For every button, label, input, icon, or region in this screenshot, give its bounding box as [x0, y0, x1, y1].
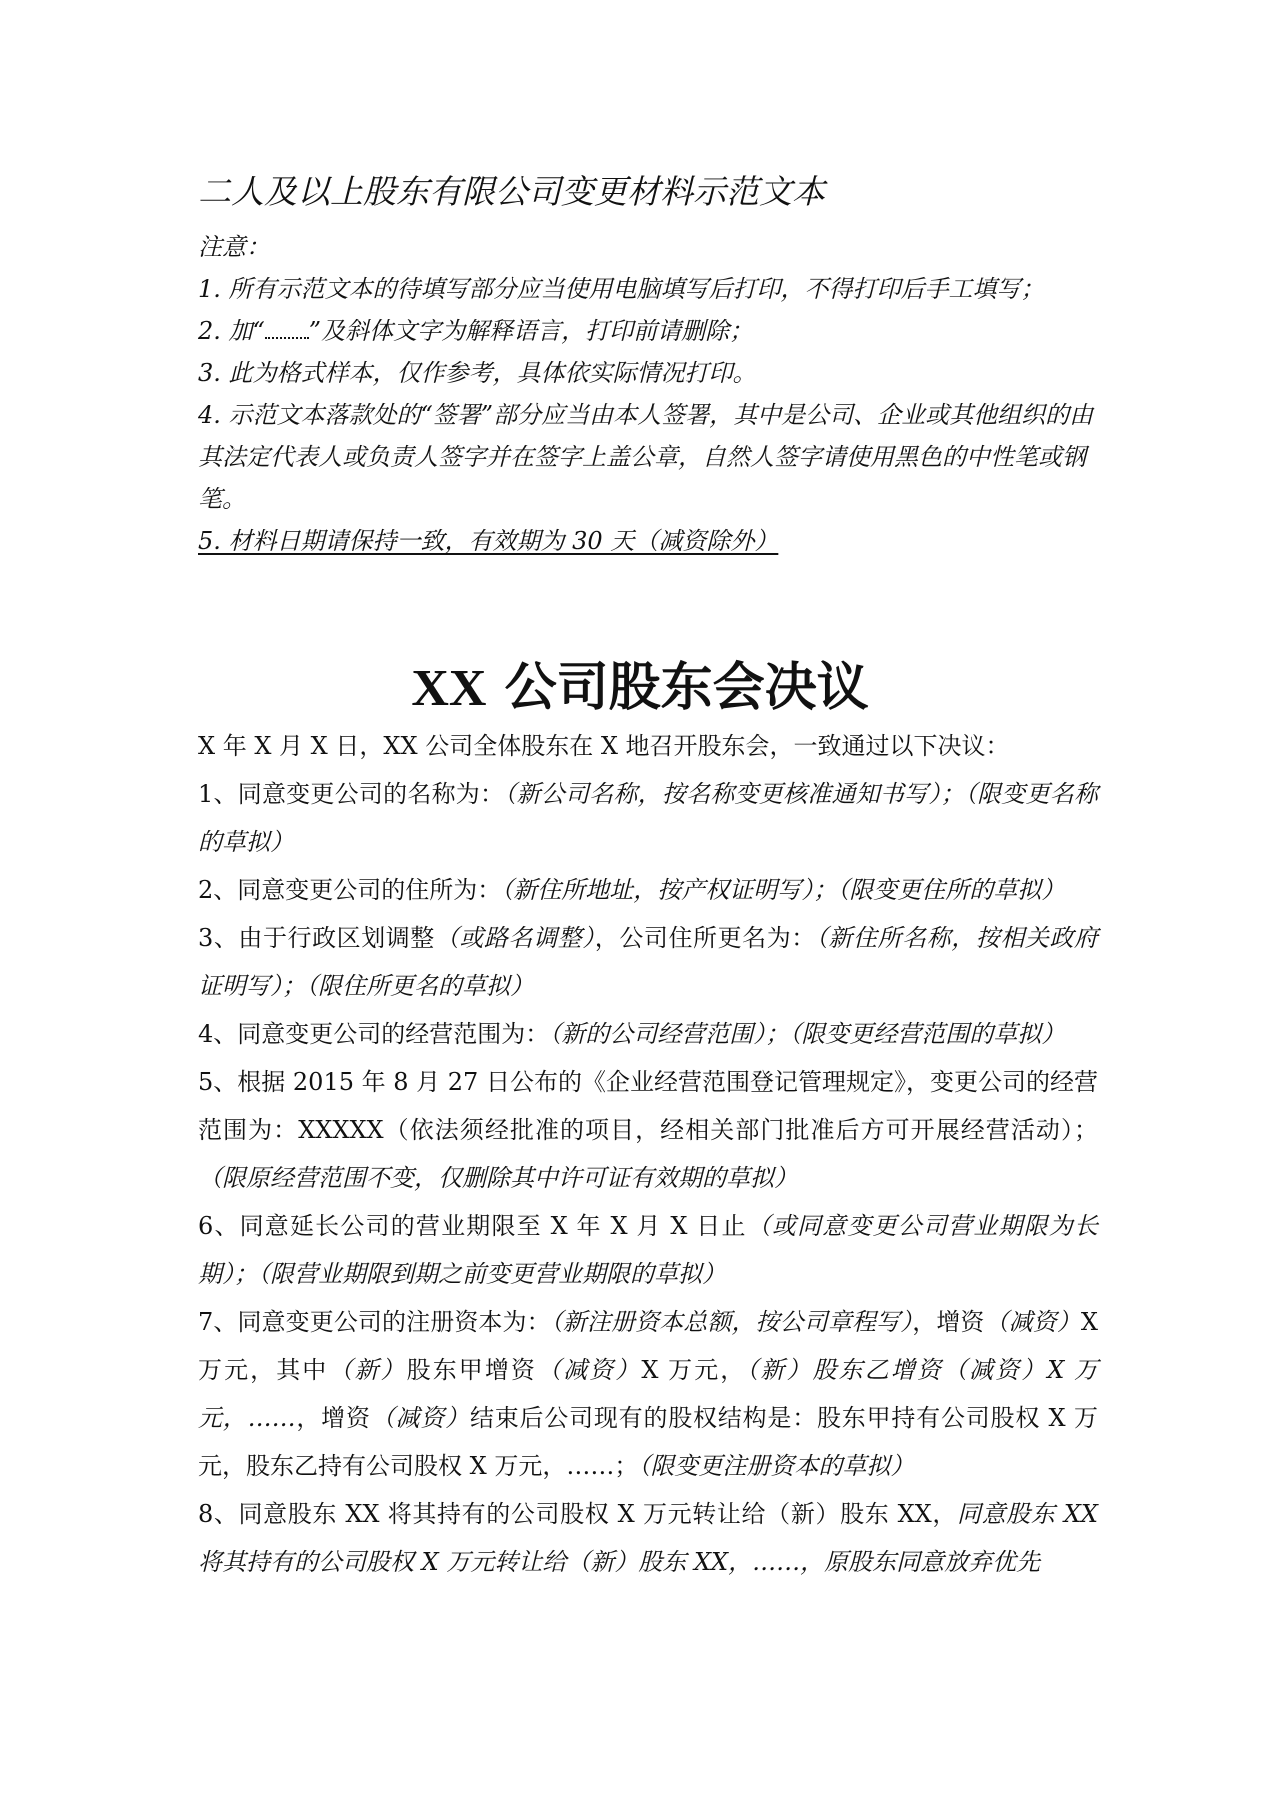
- resolution-item-5: [198, 1058, 1098, 1202]
- resolution-title: [0, 653, 1280, 724]
- item-7-text-2: ，增资: [912, 1308, 985, 1336]
- item-3-note-a: （或路名调整）: [434, 924, 595, 952]
- item-3-note-b: （新住所名称，按相关政府证明写）；（限住所更名的草拟）: [198, 924, 1099, 1000]
- notes-section: [198, 168, 1098, 562]
- resolution-item-4: [198, 1010, 1098, 1058]
- resolution-title-prefix: XX: [411, 660, 487, 717]
- item-5-note: （限原经营范围不变，仅删除其中许可证有效期的草拟）: [198, 1164, 798, 1192]
- item-2-note: （新住所地址，按产权证明写）；（限变更住所的草拟）: [501, 876, 1066, 904]
- item-8-text: 8、同意股东 XX 将其持有的公司股权 X 万元转让给（新）股东 XX，: [198, 1500, 958, 1528]
- item-3-text-a: 3、由于行政区划调整: [198, 924, 435, 952]
- item-7-text-3: X 万元，其中: [198, 1308, 1099, 1384]
- item-8-note: 同意股东 XX 将其持有的公司股权 X 万元转让给（新）股东 XX，……，原股东同意放弃优先: [198, 1500, 1098, 1576]
- resolution-item-1: [198, 770, 1098, 866]
- item-7-text-5: X 万元，: [641, 1356, 747, 1384]
- resolution-item-7: [198, 1298, 1098, 1490]
- item-5-text: 5、根据 2015 年 8 月 27 日公布的《企业经营范围登记管理规定》，变更公司的经营范围为：XXXXX（依法须经批准的项目，经相关部门批准后方可开展经营活动）；: [198, 1068, 1098, 1144]
- resolution-item-3: [198, 914, 1098, 1010]
- note-item-2: [198, 310, 1098, 352]
- blank-placeholder: [265, 336, 309, 339]
- note-item-3: 3. 此为格式样本，仅作参考，具体依实际情况打印。: [198, 359, 757, 387]
- document-title: 二人及以上股东有限公司变更材料示范文本: [198, 172, 825, 211]
- item-7-note-2: （减资）: [984, 1308, 1081, 1336]
- resolution-item-8: [198, 1490, 1098, 1586]
- resolution-body: [198, 722, 1098, 1586]
- item-6-note: （或同意变更公司营业期限为长期）；（限营业期限到期之前变更营业期限的草拟）: [198, 1212, 1098, 1288]
- item-7-note-7: （限变更注册资本的草拟）: [638, 1452, 915, 1480]
- item-7-text-1: 7、同意变更公司的注册资本为：: [198, 1308, 551, 1336]
- item-2-text: 2、同意变更公司的住所为：: [198, 876, 502, 904]
- note-item-1: 1. 所有示范文本的待填写部分应当使用电脑填写后打印，不得打印后手工填写；: [198, 275, 1045, 303]
- item-7-text-7: 结束后公司现有的股权结构是：股东甲持有公司股权 X 万元，股东乙持有公司股权 X 万元，……；: [198, 1404, 1099, 1480]
- item-7-text-4: 股东甲增资: [406, 1356, 538, 1384]
- item-7-note-1: （新注册资本总额，按公司章程写）: [550, 1308, 913, 1336]
- resolution-intro: X 年 X 月 X 日，XX 公司全体股东在 X 地召开股东会，一致通过以下决议：: [198, 732, 1010, 760]
- item-7-note-3: （新）: [328, 1356, 407, 1384]
- item-6-text: 6、同意延长公司的营业期限至 X 年 X 月 X 日止: [198, 1212, 747, 1240]
- resolution-item-6: [198, 1202, 1098, 1298]
- item-1-note: （新公司名称，按名称变更核准通知书写）；（限变更名称的草拟）: [198, 780, 1098, 856]
- note-item-5: 5. 材料日期请保持一致，有效期为 30 天（减资除外）: [198, 527, 779, 555]
- resolution-item-2: [198, 866, 1098, 914]
- item-1-text: 1、同意变更公司的名称为：: [198, 780, 505, 808]
- resolution-title-rest: 公司股东会决议: [504, 657, 869, 718]
- item-4-text: 4、同意变更公司的经营范围为：: [198, 1020, 550, 1048]
- item-7-note-5: （新）股东乙增资（减资）X 万元，……: [198, 1356, 1099, 1432]
- item-3-text-b: ，公司住所更名为：: [594, 924, 816, 952]
- notes-heading: 注意：: [198, 233, 270, 261]
- note-item-2-start: 2. 加“: [198, 317, 265, 345]
- item-7-note-6: （减资）: [370, 1404, 470, 1432]
- note-item-2-end: ”及斜体文字为解释语言，打印前请删除；: [308, 317, 754, 345]
- item-4-note: （新的公司经营范围）；（限变更经营范围的草拟）: [549, 1020, 1066, 1048]
- note-item-4: 4. 示范文本落款处的“签署”部分应当由本人签署，其中是公司、企业或其他组织的由其法定代表人或负责人签字并在签字上盖公章，自然人签字请使用黑色的中性笔或钢笔。: [198, 401, 1094, 513]
- item-7-text-6: ，增资: [295, 1404, 371, 1432]
- item-7-note-4: （减资）: [537, 1356, 642, 1384]
